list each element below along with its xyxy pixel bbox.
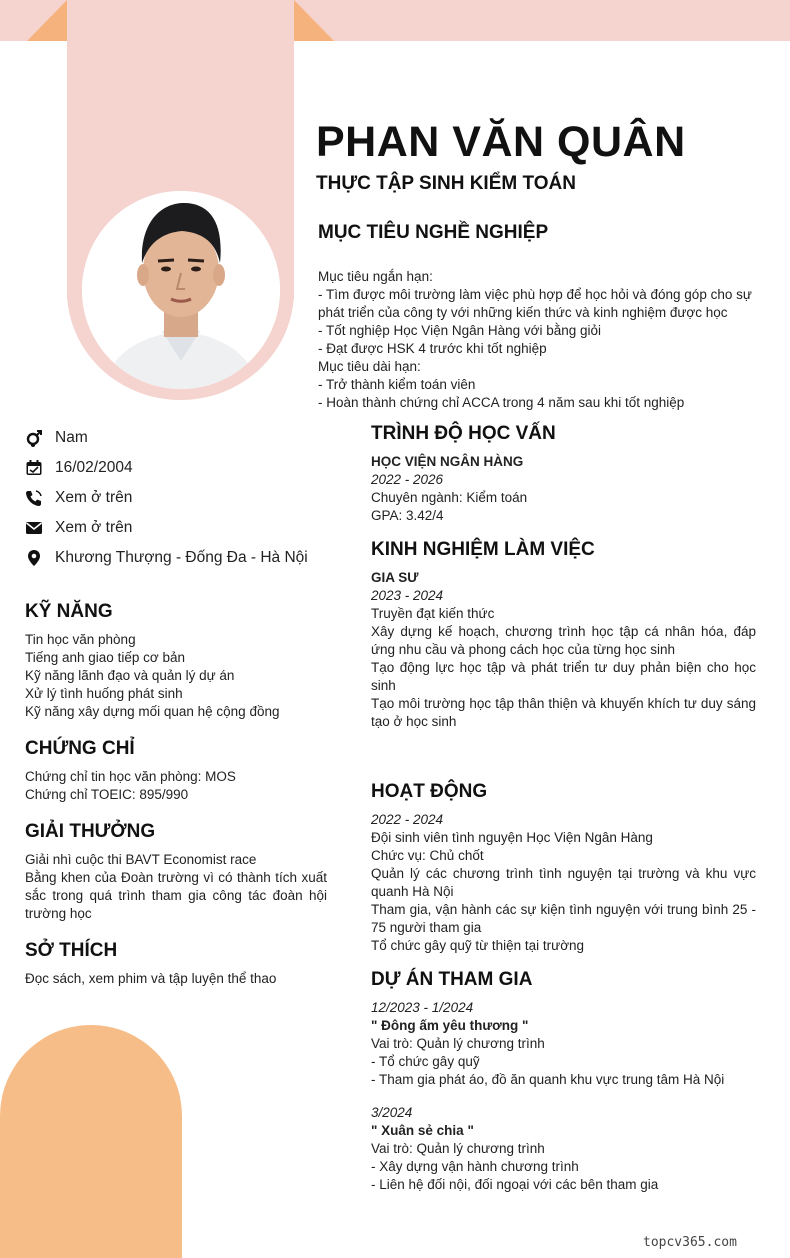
phone-value: Xem ở trên bbox=[55, 489, 133, 506]
certificate-item: Chứng chỉ tin học văn phòng: MOS bbox=[25, 769, 236, 784]
skill-item: Tin học văn phòng bbox=[25, 632, 136, 647]
objective-line: - Tốt nghiệp Học Viện Ngân Hàng với bằng giỏi bbox=[318, 323, 602, 338]
contact-birthday bbox=[25, 453, 325, 483]
award-item: Bằng khen của Đoàn trường vì có thành tích xuất sắc trong quá trình tham gia công tác đoàn hội trường học bbox=[25, 870, 327, 921]
activity-line: Quản lý các chương trình tình nguyện tại trường và khu vực quanh Hà Nội bbox=[371, 866, 756, 899]
project-line: Vai trò: Quản lý chương trình bbox=[371, 1141, 545, 1156]
project-line: - Liên hệ đối nội, đối ngoại với các bên tham gia bbox=[371, 1177, 659, 1192]
project-line: - Xây dựng vận hành chương trình bbox=[371, 1159, 579, 1174]
objective-line: Mục tiêu dài hạn: bbox=[318, 359, 421, 374]
education-major: Chuyên ngành: Kiểm toán bbox=[371, 490, 528, 505]
project-period: 3/2024 bbox=[371, 1105, 413, 1120]
email-value: Xem ở trên bbox=[55, 519, 133, 536]
projects-section bbox=[371, 969, 756, 1194]
phone-icon bbox=[25, 489, 43, 507]
objective-line: Mục tiêu ngắn hạn: bbox=[318, 269, 433, 284]
objective-line: - Hoàn thành chứng chỉ ACCA trong 4 năm sau khi tốt nghiệp bbox=[318, 395, 685, 410]
certificates-section bbox=[25, 738, 327, 804]
skill-item: Kỹ năng xây dựng mối quan hệ cộng đồng bbox=[25, 704, 280, 719]
experience-period: 2023 - 2024 bbox=[371, 588, 444, 603]
objective-line: - Trở thành kiểm toán viên bbox=[318, 377, 476, 392]
header-triangle-right bbox=[294, 0, 334, 41]
activity-period: 2022 - 2024 bbox=[371, 812, 444, 827]
address-value: Khương Thượng - Đống Đa - Hà Nội bbox=[55, 549, 308, 566]
section-title: HOẠT ĐỘNG bbox=[371, 781, 488, 802]
project-line: - Tổ chức gây quỹ bbox=[371, 1054, 480, 1069]
hobbies-text: Đọc sách, xem phim và tập luyện thể thao bbox=[25, 971, 277, 986]
experience-section bbox=[371, 539, 756, 731]
header-triangle-left bbox=[27, 0, 67, 41]
career-objective-section bbox=[318, 222, 762, 412]
project-line: Vai trò: Quản lý chương trình bbox=[371, 1036, 545, 1051]
watermark: topcv365.com bbox=[643, 1235, 737, 1250]
skill-item: Tiếng anh giao tiếp cơ bản bbox=[25, 650, 185, 665]
location-pin-icon bbox=[25, 549, 43, 567]
section-title: TRÌNH ĐỘ HỌC VẤN bbox=[371, 423, 556, 444]
award-item: Giải nhì cuộc thi BAVT Economist race bbox=[25, 852, 257, 867]
calendar-icon bbox=[25, 459, 43, 477]
education-gpa: GPA: 3.42/4 bbox=[371, 508, 444, 523]
experience-line: Xây dựng kế hoạch, chương trình học tập cá nhân hóa, đáp ứng nhu cầu và phong cách học của từng học sinh bbox=[371, 624, 756, 657]
skills-section bbox=[25, 601, 327, 721]
decorative-arch bbox=[0, 1025, 182, 1258]
section-title: MỤC TIÊU NGHỀ NGHIỆP bbox=[318, 222, 549, 243]
gender-icon bbox=[25, 429, 43, 447]
skill-item: Xử lý tình huống phát sinh bbox=[25, 686, 183, 701]
section-title: KỸ NĂNG bbox=[25, 601, 113, 622]
project-name: " Đông ấm yêu thương " bbox=[371, 1018, 529, 1033]
gender-value: Nam bbox=[55, 429, 88, 446]
project-item bbox=[371, 1104, 756, 1194]
contact-address bbox=[25, 543, 325, 573]
experience-line: Truyền đạt kiến thức bbox=[371, 606, 495, 621]
avatar bbox=[82, 191, 280, 389]
experience-line: Tạo động lực học tập và phát triển tư duy phản biện cho học sinh bbox=[371, 660, 756, 693]
section-title: GIẢI THƯỞNG bbox=[25, 821, 156, 842]
activities-section bbox=[371, 781, 756, 955]
project-name: " Xuân sẻ chia " bbox=[371, 1123, 474, 1138]
hobbies-section bbox=[25, 940, 327, 988]
school-name: HỌC VIỆN NGÂN HÀNG bbox=[371, 454, 524, 469]
objective-line: - Đạt được HSK 4 trước khi tốt nghiệp bbox=[318, 341, 547, 356]
education-section bbox=[371, 423, 756, 525]
birthday-value: 16/02/2004 bbox=[55, 459, 133, 476]
education-period: 2022 - 2026 bbox=[371, 472, 444, 487]
awards-section bbox=[25, 821, 327, 923]
activity-line: Tham gia, vận hành các sự kiện tình nguyện với trung bình 25 - 75 người tham gia bbox=[371, 902, 756, 935]
contact-info bbox=[25, 423, 325, 573]
experience-role: GIA SƯ bbox=[371, 570, 419, 585]
section-title: SỞ THÍCH bbox=[25, 940, 118, 961]
activity-line: Chức vụ: Chủ chốt bbox=[371, 848, 484, 863]
objective-line: - Tìm được môi trường làm việc phù hợp để học hỏi và đóng góp cho sự phát triển của công ty với những kiến thức và kinh nghiệm được học bbox=[318, 287, 752, 320]
candidate-name: PHAN VĂN QUÂN bbox=[316, 118, 686, 166]
contact-gender bbox=[25, 423, 325, 453]
section-title: KINH NGHIỆM LÀM VIỆC bbox=[371, 539, 595, 560]
skill-item: Kỹ năng lãnh đạo và quản lý dự án bbox=[25, 668, 235, 683]
project-item bbox=[371, 999, 756, 1089]
experience-line: Tạo môi trường học tập thân thiện và khuyến khích tư duy sáng tạo ở học sinh bbox=[371, 696, 756, 729]
project-period: 12/2023 - 1/2024 bbox=[371, 1000, 474, 1015]
certificate-item: Chứng chỉ TOEIC: 895/990 bbox=[25, 787, 189, 802]
contact-phone bbox=[25, 483, 325, 513]
activity-line: Tổ chức gây quỹ từ thiện tại trường bbox=[371, 938, 585, 953]
section-title: DỰ ÁN THAM GIA bbox=[371, 969, 533, 990]
contact-email bbox=[25, 513, 325, 543]
project-line: - Tham gia phát áo, đồ ăn quanh khu vực trung tâm Hà Nội bbox=[371, 1072, 725, 1087]
activity-line: Đội sinh viên tình nguyện Học Viện Ngân Hàng bbox=[371, 830, 653, 845]
mail-icon bbox=[25, 519, 43, 537]
section-title: CHỨNG CHỈ bbox=[25, 738, 135, 759]
job-title: THỰC TẬP SINH KIỂM TOÁN bbox=[316, 173, 576, 194]
